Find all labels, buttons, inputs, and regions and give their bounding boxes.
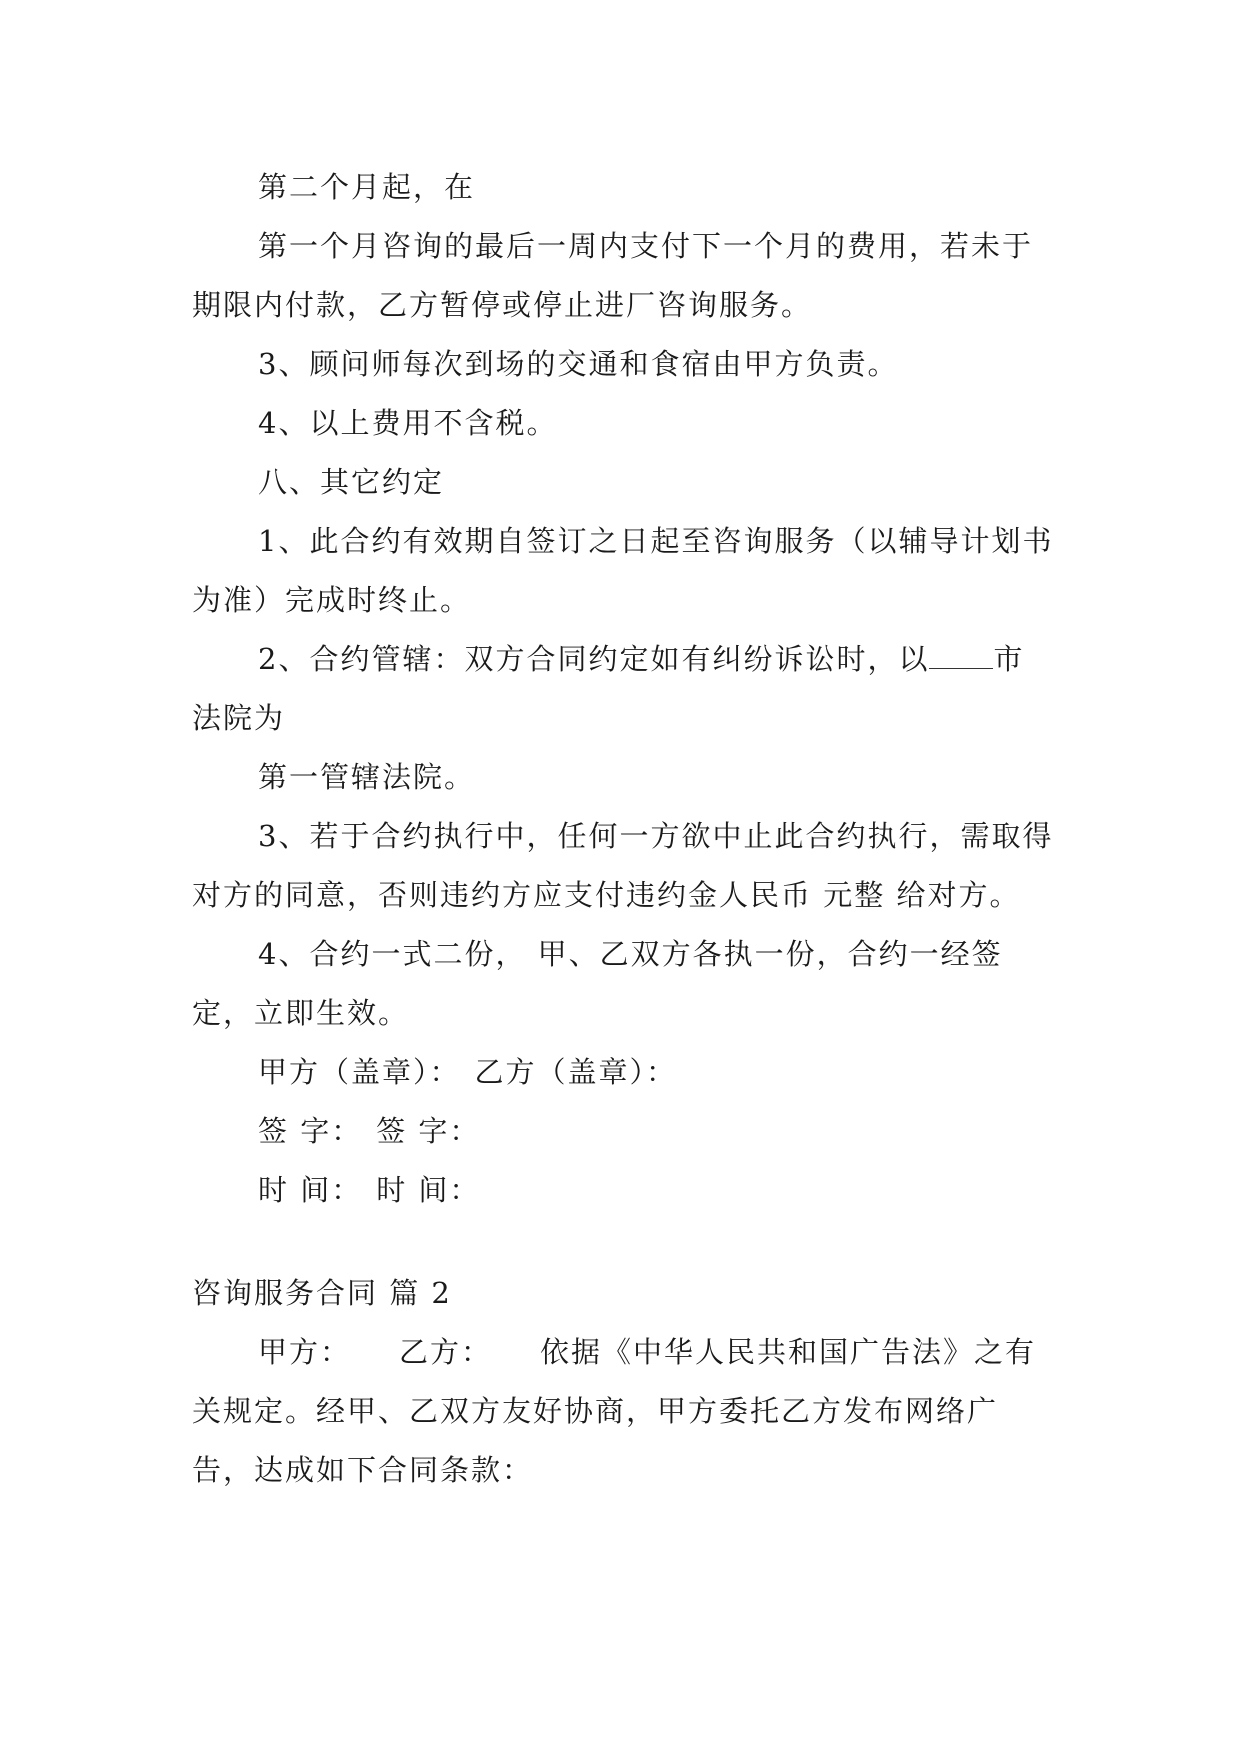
- paragraph-jurisdiction: [192, 630, 1054, 748]
- paragraph-validity: 1、此合约有效期自签订之日起至咨询服务（以辅导计划书为准）完成时终止。: [192, 524, 1054, 617]
- document-body: [192, 158, 1054, 1500]
- party-b-time-label: 时 间：: [376, 1173, 481, 1207]
- jurisdiction-suffix: 市法院为: [192, 642, 1025, 735]
- paragraph-section2-intro: [192, 1323, 1054, 1500]
- signature-seal-row: [192, 1043, 1054, 1102]
- party-b-seal-label: 乙方（盖章）：: [474, 1055, 678, 1089]
- paragraph-termination-penalty: 3、若于合约执行中，任何一方欲中止此合约执行，需取得对方的同意，否则违约方应支付违约金人民币 元整 给对方。: [192, 819, 1054, 912]
- jurisdiction-text: 2、合约管辖：双方合同约定如有纠纷诉讼时，以: [258, 642, 930, 676]
- signature-time-row: [192, 1161, 1054, 1220]
- paragraph-travel-expenses: 3、顾问师每次到场的交通和食宿由甲方负责。: [258, 347, 899, 381]
- party-a-seal-label: 甲方（盖章）：: [258, 1055, 461, 1089]
- party-b-sign-label: 签 字：: [376, 1114, 481, 1148]
- party-a-time-label: 时 间：: [258, 1173, 363, 1207]
- section2-party-a-label: 甲方：: [258, 1335, 352, 1369]
- paragraph-copies: 4、合约一式二份， 甲、乙双方各执一份，合约一经签定，立即生效。: [192, 937, 1003, 1030]
- paragraph-month-two: 第二个月起，在: [258, 170, 476, 204]
- paragraph-tax: 4、以上费用不含税。: [258, 406, 558, 440]
- section-gap: [192, 1220, 1054, 1264]
- paragraph-payment-deadline: 第一个月咨询的最后一周内支付下一个月的费用，若未于期限内付款，乙方暂停或停止进厂咨询服务。: [192, 229, 1034, 322]
- section2-intro-text: 依据《中华人民共和国广告法》之有关规定。经甲、乙双方友好协商，甲方委托乙方发布网络广告，达成如下合同条款：: [192, 1335, 1037, 1487]
- section2-party-b-label: 乙方：: [399, 1335, 493, 1369]
- paragraph-first-court: 第一管辖法院。: [258, 760, 476, 794]
- party-a-sign-label: 签 字：: [258, 1114, 363, 1148]
- jurisdiction-blank-line: [929, 646, 993, 669]
- section-title: 咨询服务合同 篇 2: [192, 1276, 452, 1310]
- signature-sign-row: [192, 1102, 1054, 1161]
- section-heading-other-terms: 八、其它约定: [258, 465, 445, 499]
